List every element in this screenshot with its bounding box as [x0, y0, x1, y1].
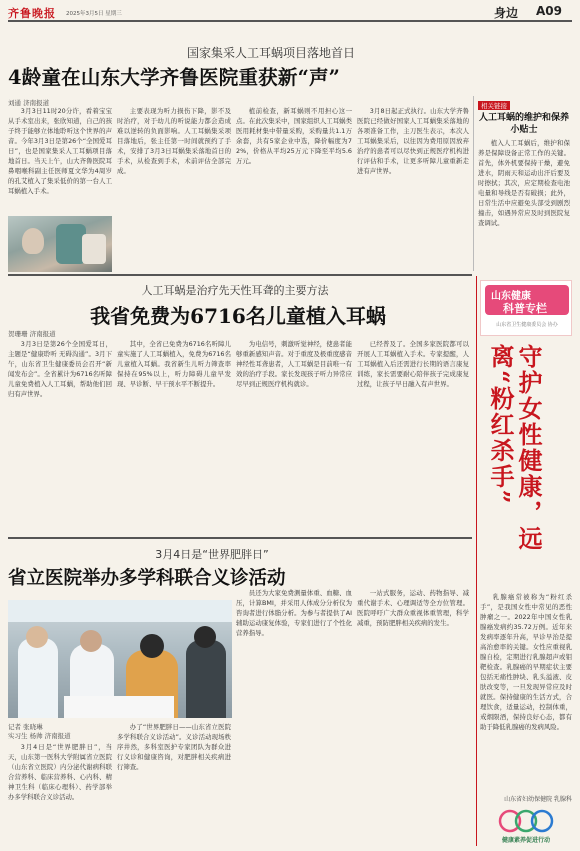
bottom-credit-2: 实习生 杨帅 济南报道 [8, 732, 71, 740]
sidebar-divider [473, 96, 474, 271]
bottom-headline: 省立医院举办多学科联合义诊活动 [8, 568, 286, 589]
masthead-logo: 齐鲁晚报 [8, 7, 56, 20]
top-bottom-rule [8, 274, 472, 276]
top-col-3: 植前检查，新耳蜗则不用担心这一点。在此次集采中，国家组织人工耳蜗类医用耗材集中带量采购，采购量共1.1万余套，共有5家企业中选，降价幅度为72%，价格从平均25万元下降至平均5.6万元。 [236, 107, 352, 165]
top-headline: 4龄童在山东大学齐鲁医院重获新“声” [8, 66, 341, 89]
bottom-col-1: 3月4日是“世界肥胖日”，当天，山东第一医科大学附属省立医院（山东省立医院）内分泌代谢病科联合营养科、临床营养科、心内科、精神卫生科（临床心理科）、药学部举办多学科联合义诊活动。 [8, 743, 112, 801]
bottom-credit-1: 记者 张晓琳 [8, 723, 43, 731]
middle-col-4: 已经普及了。全国多家医院都可以开展人工耳蜗植入手术。专家提醒，人工耳蜗植入后还需进行长期的语言康复训练，家长需要耐心陪伴孩子完成康复过程，让孩子早日融入有声世界。 [357, 340, 469, 388]
health-literacy-logo [484, 808, 568, 844]
middle-bottom-rule [8, 537, 472, 539]
bottom-kicker: 3月4日是“世界肥胖日” [155, 548, 269, 561]
page-number: A09 [536, 4, 562, 18]
middle-byline: 贺珊珊 济南报道 [8, 330, 56, 338]
masthead-rule [8, 20, 572, 22]
health-logo-icon [484, 808, 568, 834]
top-byline: 刘通 济南报道 [8, 99, 50, 107]
banner-sub: 山东省卫生健康委员会 协办 [496, 322, 558, 328]
banner-title-1: 山东健康 [491, 291, 531, 302]
middle-col-2: 其中，全省已免费为6716名听障儿童实施了人工耳蜗植入，免费为6716名儿童植入耳蜗。我省新生儿听力筛查率保持在95%以上，听力障碍儿童早发现、早诊断、早干预水平不断提升。 [117, 340, 231, 388]
right-column-divider [476, 276, 477, 846]
banner-title-2: 科普专栏 [503, 302, 547, 315]
middle-kicker: 人工耳蜗是治疗先天性耳聋的主要方法 [141, 284, 329, 297]
sidebar-label: 相关链接 [478, 101, 510, 110]
middle-headline: 我省免费为6716名儿童植入耳蜗 [90, 304, 386, 328]
health-vertical-title: 守护女性健康，远离“粉红杀手” [486, 344, 543, 552]
bottom-photo [8, 600, 232, 718]
top-photo [8, 216, 112, 272]
top-col-1: 3月3日11时20分许，看着宝宝从手术室出来，张欣知道，自己的孩子终于能够立体地聆听这个世界的声音。今年3月3日是第26个“全国爱耳日”，也是国家集采人工耳蜗项目落地首日。当天上午，山大齐鲁医院耳鼻咽喉科副主任医师夏文华为4周岁的孔艾植入了集采低价的第一台人工耳蜗植入手术。 [8, 107, 112, 195]
top-kicker: 国家集采人工耳蜗项目落地首日 [186, 46, 355, 60]
middle-col-3: 为电信号，刺激听觉神经，使患者能够重新感知声音。对于重度及极重度感音神经性耳聋患者，人工耳蜗是目前唯一有效的治疗手段。家长发现孩子听力异常应尽早到正规医疗机构就诊。 [236, 340, 352, 388]
top-col-2: 主要表现为听力损伤下降，影不及时治疗，对于幼儿的听说能力都会造成难以逆转的负面影响。人工耳蜗集采项目落地后，张主任第一时间就预约了手术，安排了3月3日耳蜗集采落地首日的手术，从检查到手术，术前评估全部完成。 [117, 107, 231, 175]
health-text: 乳腺癌常被称为“粉红杀手”，是我国女性中常见的恶性肿瘤之一。2022年中国女性乳腺癌发病约35.72万例。近年来发病率逐年升高，早诊早治是提高治愈率的关键。女性应重视乳腺自检，定期进行乳腺超声或钼靶检查。乳腺癌的早期症状主要包括无痛性肿块、乳头溢液、皮肤改变等，一旦发现异常应及时就医。保持健康的生活方式，合理饮食，适量运动，控制体重，戒烟限酒，保持良好心态，都有助于降低乳腺癌的发病风险。 [480, 593, 572, 731]
sidebar-title: 人工耳蜗的维护和保养小贴士 [478, 113, 569, 135]
bottom-col-2: 办了“世界肥胖日——山东省立医院多学科联合义诊活动”。义诊活动现场秩序井然，多科室医护专家团队为群众进行义诊和健康咨询，对肥胖相关疾病进行筛查。 [117, 723, 231, 771]
sidebar-text: 植入人工耳蜗后，维护和保养是保障设备正常工作的关键。首先，体外机要保持干燥，避免进水，阴雨天和运动出汗后要及时擦拭；其次，应定期检查电池电量和导线是否有破损；此外，日常生活中应避免头部受到剧烈撞击，如遇异常应及时到医院复查调试。 [478, 139, 570, 227]
health-author: 山东省妇幼保健院 乳腺科 [504, 796, 572, 803]
health-logo-text: 健康素养促进行动 [501, 837, 550, 844]
bottom-col-4: 一站式服务，运动、药物指导、减重代谢手术、心理调适等全方位管理。医院呼吁广大群众重视体重管理，科学减重，预防肥胖相关疾病的发生。 [357, 589, 469, 627]
masthead-date: 2025年3月5日 星期三 [66, 11, 122, 17]
middle-col-1: 3月3日是第26个全国爱耳日，主题是“健康聆听 无碍沟通”。3月下午，山东省卫生健康委员会召开“新闻发布会”。全省累计为6716名听障儿童免费植入人工耳蜗，帮助他们回归有声世界。 [8, 340, 112, 398]
bottom-col-3: 员还为大家免费测量体重、血糖、血压，计算BMI，并采用人体成分分析仪为咨询者进行体脂分析。为参与者提供了AI辅助运动康复体验，专家们进行了个性化营养指导。 [236, 589, 352, 637]
section-name: 身边 [494, 6, 519, 20]
top-col-4: 3月8日起正式执行。山东大学齐鲁医院已经做好国家人工耳蜗集采落地的各项准备工作，主刀医生表示，本次人工耳蜗集采后，以往因为费用原因放弃治疗的患者可以尽快到正规医疗机构进行评估和手术，让更多听障儿童重新走进有声世界。 [357, 107, 469, 175]
health-banner [480, 280, 572, 336]
